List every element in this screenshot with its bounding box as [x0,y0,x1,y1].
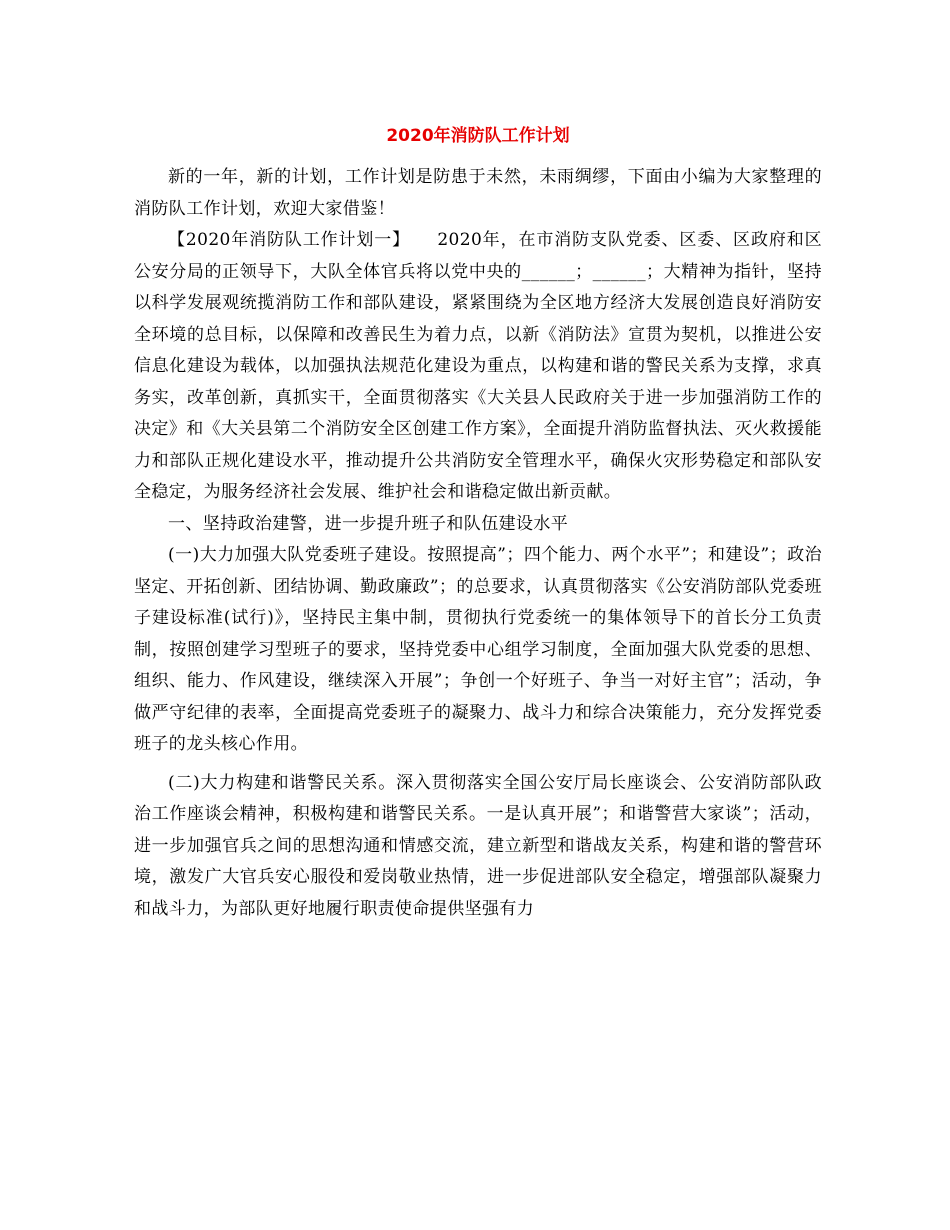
document-page [134,0,822,1230]
subsection-two-paragraph: (二)大力构建和谐警民关系。深入贯彻落实全国公安厅局长座谈会、公安消防部队政治工作座谈会精神，积极构建和谐警民关系。一是认真开展”；和谐警营大家谈”；活动，进一步加强官兵之间的思想沟通和情感交流，建立新型和谐战友关系，构建和谐的警营环境，激发广大官兵安心服役和爱岗敬业热情，进一步促进部队安全稳定，增强部队凝聚力和战斗力，为部队更好地履行职责使命提供坚强有力 [134,772,822,919]
document-title: 2020年消防队工作计划 [386,126,570,146]
section-one-heading: 一、坚持政治建警，进一步提升班子和队伍建设水平 [168,513,569,534]
intro-paragraph: 新的一年，新的计划，工作计划是防患于未然，未雨绸缪，下面由小编为大家整理的消防队工作计划，欢迎大家借鉴！ [134,167,822,219]
document-body [134,162,822,925]
subsection-one-paragraph: (一)大力加强大队党委班子建设。按照提高”；四个能力、两个水平”；和建设”；政治坚定、开拓创新、团结协调、勤政廉政”；的总要求，认真贯彻落实《公安消防部队党委班子建设标准(试行)》，坚持民主集中制，贯彻执行党委统一的集体领导下的首长分工负责制，按照创建学习型班子的要求，坚持党委中心组学习制度，全面加强大队党委的思想、组织、能力、作风建设，继续深入开展”；争创一个好班子、争当一对好主官”；活动，争做严守纪律的表率，全面提高党委班子的凝聚力、战斗力和综合决策能力，充分发挥党委班子的龙头核心作用。 [134,545,822,754]
plan-one-paragraph: 【2020年消防队工作计划一】 2020年，在市消防支队党委、区委、区政府和区公安分局的正领导下，大队全体官兵将以党中央的______；______；大精神为指针，坚持以科学发展观统揽消防工作和部队建设，紧紧围绕为全区地方经济大发展创造良好消防安全环境的总目标，以保障和改善民生为着力点，以新《消防法》宣贯为契机，以推进公安信息化建设为载体，以加强执法规范化建设为重点，以构建和谐的警民关系为支撑，求真务实，改革创新，真抓实干，全面贯彻落实《大关县人民政府关于进一步加强消防工作的决定》和《大关县第二个消防安全区创建工作方案》，全面提升消防监督执法、灭火救援能力和部队正规化建设水平，推动提升公共消防安全管理水平，确保火灾形势稳定和部队安全稳定，为服务经济社会发展、维护社会和谐稳定做出新贡献。 [134,230,822,502]
